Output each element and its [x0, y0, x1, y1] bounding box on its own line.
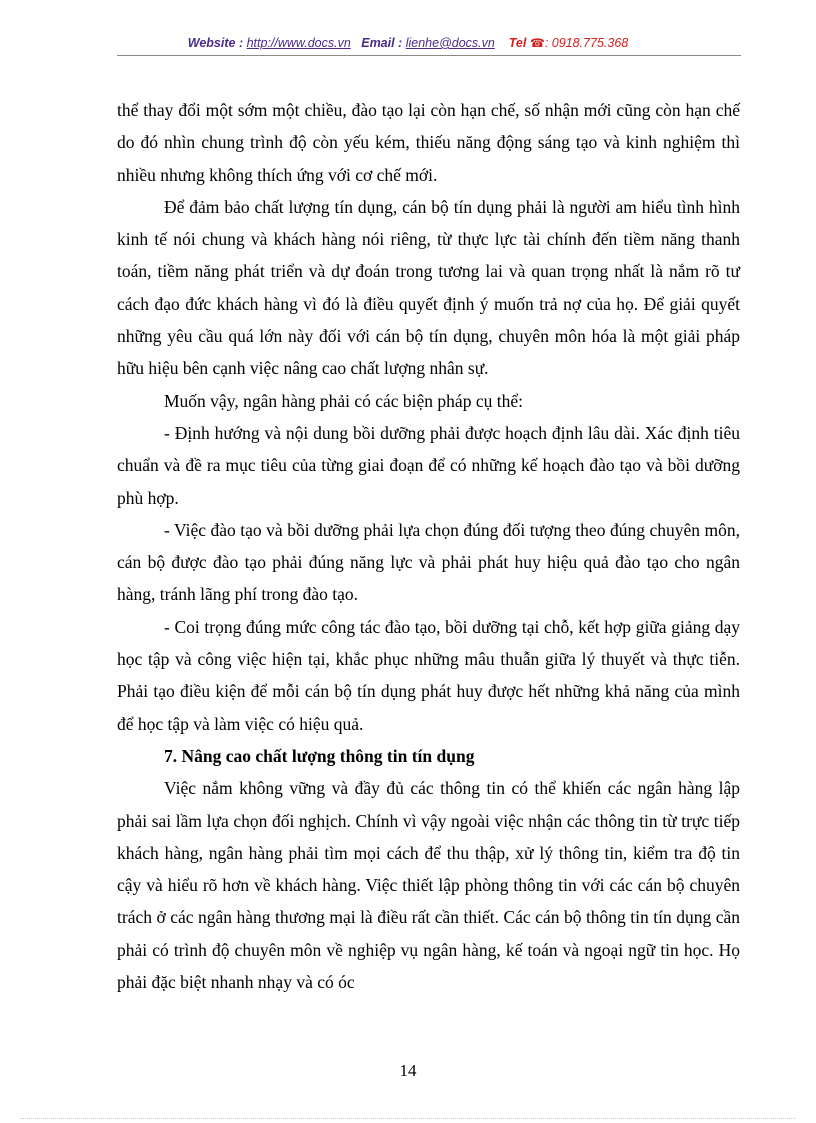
header-divider: [117, 55, 741, 56]
paragraph: thể thay đổi một sớm một chiều, đào tạo lại còn hạn chế, số nhận mới cũng còn hạn chế do đó nhìn chung trình độ còn yếu kém, thiếu năng động sáng tạo và kinh nghiệm thì nhiều nhưng không thích ứng với cơ chế mới.: [117, 100, 740, 185]
document-body: [117, 94, 740, 998]
section-heading: 7. Nâng cao chất lượng thông tin tín dụng: [164, 745, 475, 766]
page-number: 14: [399, 1061, 417, 1080]
email-label: Email :: [361, 36, 403, 50]
paragraph: Muốn vậy, ngân hàng phải có các biện pháp cụ thể:: [164, 390, 523, 411]
footer-divider: [20, 1118, 796, 1119]
email-link[interactable]: lienhe@docs.vn: [405, 36, 495, 50]
paragraph: Để đảm bảo chất lượng tín dụng, cán bộ tín dụng phải là người am hiểu tình hình kinh tế nói chung và khách hàng nói riêng, từ thực lực tài chính đến tiềm năng thanh toán, tiềm năng phát triển và dự đoán trong tương lai và quan trọng nhất là nắm rõ tư cách đạo đức khách hàng vì đó là điều quyết định ý muốn trả nợ của họ. Để giải quyết những yêu cầu quá lớn này đối với cán bộ tín dụng, chuyên môn hóa là một giải pháp hữu hiệu bên cạnh việc nâng cao chất lượng nhân sự.: [117, 196, 740, 379]
page-header: [0, 36, 816, 50]
paragraph: Việc nắm không vững và đầy đủ các thông tin có thể khiến các ngân hàng lập phải sai lầm lựa chọn đối nghịch. Chính vì vậy ngoài việc nhận các thông tin từ trực tiếp khách hàng, ngân hàng phải tìm mọi cách để thu thập, xử lý thông tin, kiểm tra độ tin cậy và hiểu rõ hơn về khách hàng. Việc thiết lập phòng thông tin với các cán bộ chuyên trách ở các ngân hàng thương mại là điều rất cần thiết. Các cán bộ thông tin tín dụng cần phải có trình độ chuyên môn về nghiệp vụ ngân hàng, kế toán và ngoại ngữ tin học. Họ phải đặc biệt nhanh nhạy và có óc: [117, 778, 740, 993]
website-link[interactable]: http://www.docs.vn: [246, 36, 351, 50]
website-label: Website :: [187, 36, 244, 50]
list-item: - Coi trọng đúng mức công tác đào tạo, bồi dưỡng tại chỗ, kết hợp giữa giảng dạy học tập và công việc hiện tại, khắc phục những mâu thuẫn giữa lý thuyết và thực tiễn. Phải tạo điều kiện để mỗi cán bộ tín dụng phát huy được hết những khả năng của mình để học tập và làm việc có hiệu quả.: [117, 616, 740, 734]
tel-value: : 0918.775.368: [544, 36, 629, 50]
telephone-icon: ☎: [529, 36, 545, 50]
list-item: - Việc đào tạo và bồi dưỡng phải lựa chọn đúng đối tượng theo đúng chuyên môn, cán bộ được đào tạo phải đúng năng lực và phải phát huy hiệu quả đào tạo cho ngân hàng, tránh lãng phí trong đào tạo.: [117, 519, 740, 605]
tel-label: Tel: [508, 36, 527, 50]
list-item: - Định hướng và nội dung bồi dưỡng phải được hoạch định lâu dài. Xác định tiêu chuẩn và đề ra mục tiêu của từng giai đoạn để có những kế hoạch đào tạo và bồi dưỡng phù hợp.: [117, 422, 740, 508]
